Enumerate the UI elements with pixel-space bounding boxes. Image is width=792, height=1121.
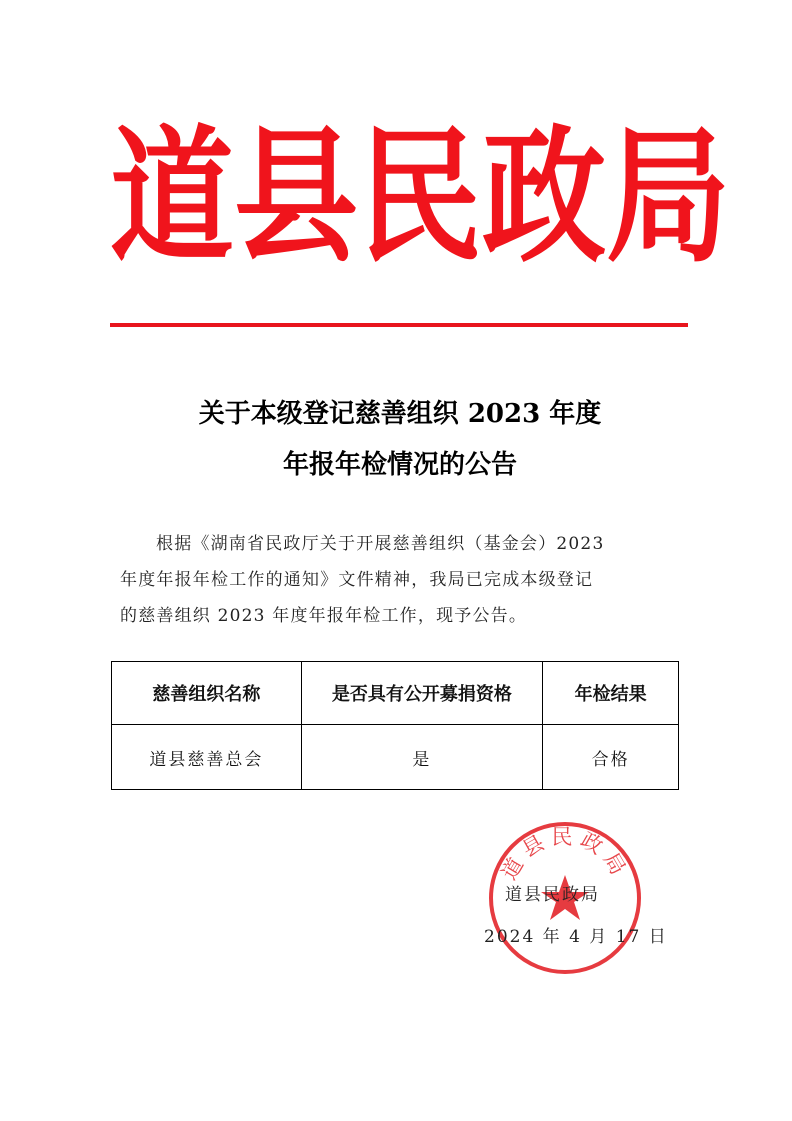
- signature-organization: 道县民政局: [505, 885, 600, 905]
- results-table: [111, 661, 679, 790]
- masthead-char: 政: [482, 111, 607, 283]
- svg-text:道县民政局: 道县民政局: [496, 825, 634, 884]
- masthead-char: 道: [110, 111, 235, 283]
- column-header-inspection-result: 年检结果: [543, 662, 679, 725]
- cell-inspection-result: 合格: [543, 725, 679, 790]
- cell-public-fundraising: 是: [301, 725, 543, 790]
- masthead-char: 局: [606, 111, 731, 283]
- column-header-org-name: 慈善组织名称: [112, 662, 302, 725]
- masthead-title: [110, 111, 731, 283]
- table-header-row: [112, 662, 679, 725]
- red-divider: [110, 323, 688, 327]
- cell-org-name: 道县慈善总会: [112, 725, 302, 790]
- document-title-line-2: 年报年检情况的公告: [282, 450, 517, 480]
- table-row: [112, 725, 679, 790]
- masthead-char: 民: [358, 111, 483, 283]
- body-paragraph: [120, 526, 676, 634]
- column-header-public-fundraising: 是否具有公开募捐资格: [301, 662, 543, 725]
- body-line: 年度年报年检工作的通知》文件精神，我局已完成本级登记: [120, 570, 594, 590]
- body-line: 的慈善组织 2023 年度年报年检工作，现予公告。: [120, 606, 528, 626]
- body-line: 根据《湖南省民政厅关于开展慈善组织（基金会）2023: [156, 534, 605, 554]
- signature-date: 2024 年 4 月 17 日: [484, 927, 668, 947]
- document-title-line-1: 关于本级登记慈善组织 2023 年度: [198, 399, 602, 429]
- masthead-char: 县: [234, 111, 359, 283]
